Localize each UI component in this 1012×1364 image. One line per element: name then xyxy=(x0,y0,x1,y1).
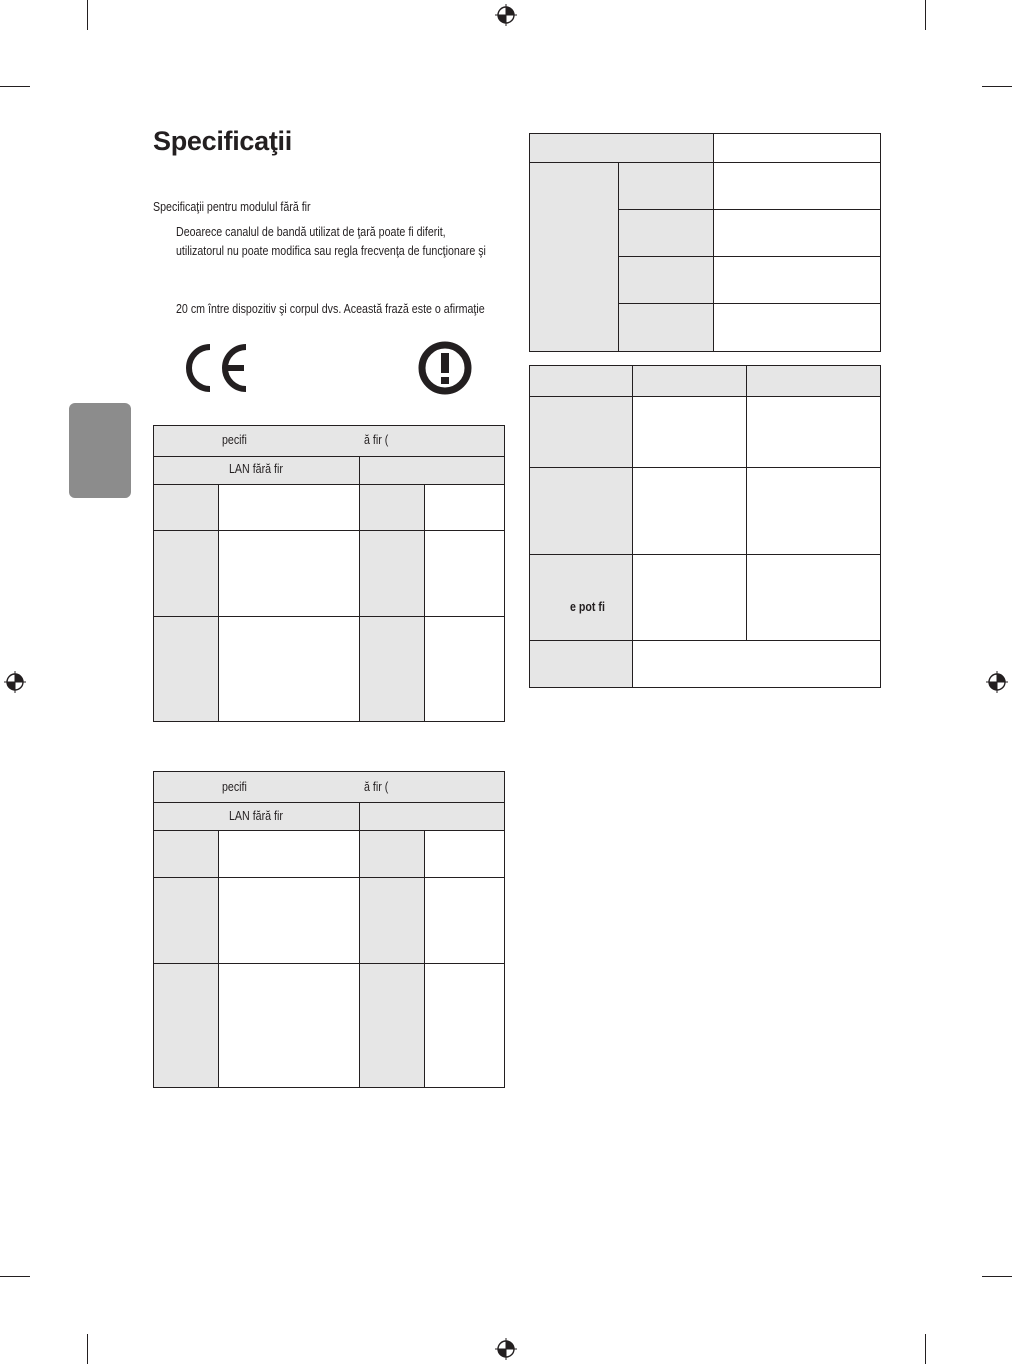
paragraph-line: 20 cm între dispozitiv şi corpul dvs. Această frază este o afirmaţie xyxy=(176,301,485,316)
table-header-text: ă fir ( xyxy=(364,432,389,447)
table-cell xyxy=(632,554,747,641)
crop-mark xyxy=(87,0,88,30)
crop-mark xyxy=(925,1334,926,1364)
table-cell xyxy=(618,303,714,352)
table-cell xyxy=(359,877,425,964)
table-cell xyxy=(529,162,619,352)
table-cell xyxy=(359,963,425,1088)
table-cell xyxy=(153,484,219,531)
table-cell xyxy=(218,530,360,617)
table-cell xyxy=(359,616,425,722)
crop-mark xyxy=(87,1334,88,1364)
table-header-text: pecifi xyxy=(222,432,247,447)
table-header xyxy=(153,771,505,803)
table-cell xyxy=(424,530,505,617)
table-cell xyxy=(746,396,881,468)
table-cell xyxy=(713,209,881,257)
paragraph-line: Deoarece canalul de bandă utilizat de ţară poate fi diferit, xyxy=(176,224,446,239)
table-cell xyxy=(359,802,505,831)
table-cell xyxy=(618,256,714,304)
paragraph-line: utilizatorul nu poate modifica sau regla frecvenţa de funcţionare şi xyxy=(176,243,486,258)
crop-mark xyxy=(0,86,30,87)
table-cell xyxy=(713,256,881,304)
table-subheader-text: LAN fără fir xyxy=(229,461,283,476)
table-cell xyxy=(424,830,505,878)
table-cell xyxy=(218,963,360,1088)
registration-mark-icon xyxy=(986,671,1008,693)
crop-mark xyxy=(0,1276,30,1277)
table-cell xyxy=(359,830,425,878)
table-cell xyxy=(746,554,881,641)
table-cell xyxy=(632,640,881,688)
registration-mark-icon xyxy=(495,4,517,26)
table-cell xyxy=(359,530,425,617)
table-cell xyxy=(632,396,747,468)
table-cell-text: e pot fi xyxy=(570,599,605,614)
table-cell xyxy=(153,877,219,964)
table-cell xyxy=(359,456,505,485)
table-cell xyxy=(746,467,881,555)
table-cell xyxy=(218,830,360,878)
table-cell xyxy=(529,133,714,163)
table-cell xyxy=(618,209,714,257)
table-cell xyxy=(218,616,360,722)
page-title: Specificaţii xyxy=(153,126,292,156)
table-cell xyxy=(424,484,505,531)
table-cell xyxy=(153,963,219,1088)
table-header xyxy=(632,365,747,397)
table-cell xyxy=(153,616,219,722)
table-cell xyxy=(218,877,360,964)
table-cell xyxy=(632,467,747,555)
table-cell xyxy=(713,162,881,210)
table-cell xyxy=(153,830,219,878)
table-header-text: ă fir ( xyxy=(364,779,389,794)
crop-mark xyxy=(982,86,1012,87)
language-tab xyxy=(69,403,131,498)
table-header-text: pecifi xyxy=(222,779,247,794)
registration-mark-icon xyxy=(4,671,26,693)
table-cell xyxy=(618,162,714,210)
table-header xyxy=(746,365,881,397)
table-header xyxy=(529,365,633,397)
table-cell xyxy=(529,640,633,688)
crop-mark xyxy=(925,0,926,30)
table-cell xyxy=(713,303,881,352)
table-cell xyxy=(424,877,505,964)
table-cell xyxy=(218,484,360,531)
section-subtitle: Specificaţii pentru modulul fără fir xyxy=(153,199,311,214)
table-cell xyxy=(153,530,219,617)
table-subheader-text: LAN fără fir xyxy=(229,808,283,823)
table-cell xyxy=(529,467,633,555)
ce-mark-icon xyxy=(180,342,250,394)
table-cell xyxy=(529,396,633,468)
table-cell xyxy=(713,133,881,163)
table-cell xyxy=(424,963,505,1088)
crop-mark xyxy=(982,1276,1012,1277)
table-header xyxy=(153,425,505,457)
table-cell xyxy=(359,484,425,531)
table-cell xyxy=(529,554,633,641)
registration-mark-icon xyxy=(495,1338,517,1360)
alert-mark-icon xyxy=(418,341,472,395)
table-cell xyxy=(424,616,505,722)
